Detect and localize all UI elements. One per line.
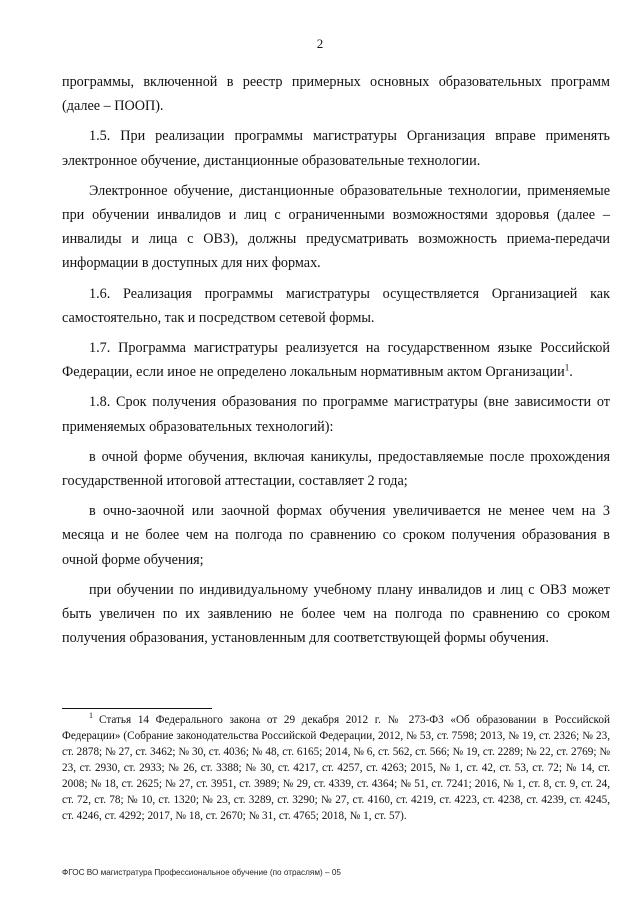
paragraph-individual-plan: при обучении по индивидуальному учебному плану инвалидов и лиц с ОВЗ может быть увеличен по их заявлению не более чем на полгода по сравнению со сроком получения образования, установленным для соответствующей формы обучения.	[62, 581, 610, 647]
page-number: 2	[316, 36, 324, 51]
footnote-separator	[62, 708, 212, 709]
footnote-reference: 1	[564, 362, 570, 373]
footnote-mark: 1	[89, 711, 93, 721]
paragraph-e-learning: Электронное обучение, дистанционные образовательные технологии, применяемые при обучении инвалидов и лиц с ограниченными возможностями здоровья (далее – инвалиды и лица с ОВЗ), должны предусматривать возможность приема-передачи информации в доступных для них формах.	[62, 182, 610, 272]
paragraph-1-7-end: .	[569, 364, 573, 381]
paragraph-1-6: 1.6. Реализация программы магистратуры осуществляется Организацией как самостоятельно, так и посредством сетевой формы.	[62, 285, 610, 326]
paragraph-1-7-text: 1.7. Программа магистратуры реализуется на государственном языке Российской Федерации, если иное не определено локальным нормативным актом Организации	[62, 340, 610, 381]
paragraph-full-time: в очной форме обучения, включая каникулы, предоставляемые после прохождения государственной итоговой аттестации, составляет 2 года;	[62, 448, 610, 490]
paragraph-part-time: в очно-заочной или заочной формах обучения увеличивается не менее чем на 3 месяца и не более чем на полгода по сравнению со сроком получения образования в очной форме обучения;	[62, 503, 610, 568]
page-footer: ФГОС ВО магистратура Профессиональное обучение (по отраслям) – 05	[62, 868, 341, 877]
paragraph-continuation: программы, включенной в реестр примерных основных образовательных программ (далее – ПООП).	[62, 74, 610, 115]
footnote-text: Статья 14 Федерального закона от 29 декабря 2012 г. № 273-ФЗ «Об образовании в Российской Федерации» (Собрание законодательства Российской Федерации, 2012, № 53, ст. 7598; 2013, № 19, ст. 2326; № 23, ст. 2878; № 27, ст. 3462; № 30, ст. 4036; № 48, ст. 6165; 2014, № 6, ст. 562, ст. 566; № 19, ст. 2289; № 22, ст. 2769; № 23, ст. 2930, ст. 2933; № 26, ст. 3388; № 30, ст. 4217, ст. 4257, ст. 4263; 2015, № 1, ст. 42, ст. 53, ст. 72; № 14, ст. 2008; № 18, ст. 2625; № 27, ст. 3951, ст. 3989; № 29, ст. 4339, ст. 4364; № 51, ст. 7241; 2016, № 1, ст. 8, ст. 9, ст. 24, ст. 72, ст. 78; № 10, ст. 1320; № 23, ст. 3289, ст. 3290; № 27, ст. 4160, ст. 4219, ст. 4223, ст. 4238, ст. 4239, ст. 4245, ст. 4246, ст. 4292; 2017, № 18, ст. 2670; № 31, ст. 4765; 2018, № 1, ст. 57).	[62, 714, 610, 822]
document-body	[62, 70, 610, 650]
paragraph-1-7	[62, 336, 610, 384]
paragraph-1-8: 1.8. Срок получения образования по программе магистратуры (вне зависимости от применяемых образовательных технологий):	[62, 394, 610, 435]
paragraph-1-5: 1.5. При реализации программы магистратуры Организация вправе применять электронное обучение, дистанционные образовательные технологии.	[62, 128, 610, 169]
footnote	[62, 712, 610, 824]
